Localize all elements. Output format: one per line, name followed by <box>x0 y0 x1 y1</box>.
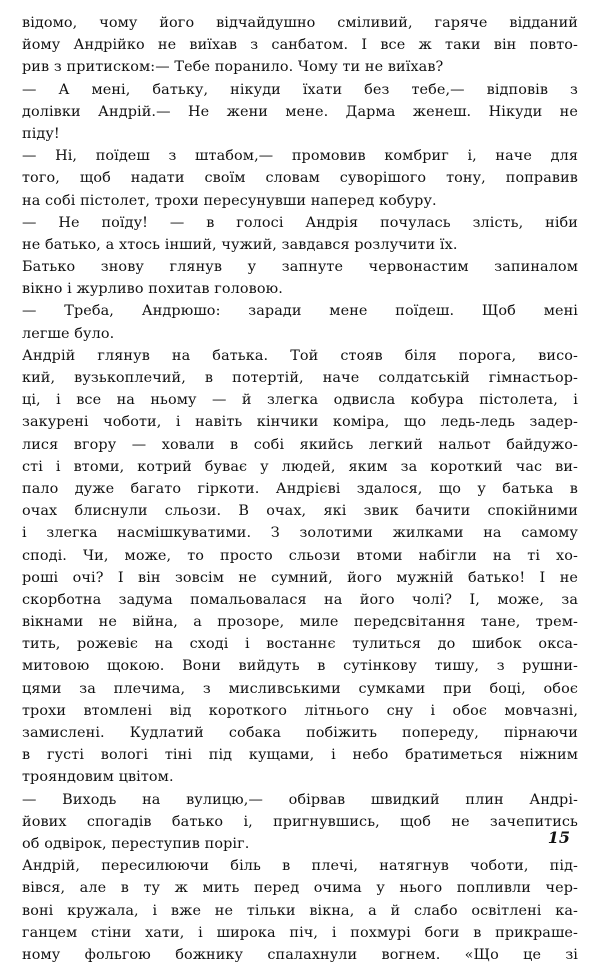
text-line: йових спогадів батько і, пригнувшись, щоб не зачепитись <box>22 813 578 830</box>
text-line: трояндовим цвітом. <box>22 769 174 786</box>
text-line: кий, вузькоплечий, в потертій, наче солдатській гімнастьор- <box>22 370 578 386</box>
text-line: вівся, але в ту ж мить перед очима у нього попливли чер- <box>22 880 578 897</box>
text-line: — Не поїду! — в голосі Андрія почулась злість, ніби <box>22 214 578 231</box>
text-line: того, щоб надати своїм словам суворішого тону, поправив <box>22 170 578 187</box>
text-line: — Треба, Андрюшо: заради мене поїдеш. Щоб мені <box>22 303 578 320</box>
text-line: закурені чоботи, і навіть кінчики коміра, що ледь-ледь задер- <box>22 414 578 431</box>
text-line: очах блиснули сльози. В очах, які звик бачити спокійними <box>22 503 578 520</box>
text-line: на собі пістолет, трохи пересунувши наперед кобуру. <box>22 192 437 209</box>
text-line: — Виходь на вулицю,— обірвав швидкий плин Андрі- <box>22 791 578 808</box>
text-line: об одвірок, переступив поріг. <box>22 835 250 852</box>
text-line: споді. Чи, може, то просто сльози втоми набігли на ті хо- <box>22 547 578 564</box>
text-line: і злегка насмішкуватими. З золотими жилками на самому <box>22 525 578 542</box>
text-line: долівки Андрій.— Не жени мене. Дарма женеш. Нікуди не <box>22 103 578 120</box>
text-line: ці, і все на ньому — й злегка одвисла кобура пістолета, і <box>22 392 578 409</box>
text-line: роші очі? І він зовсім не сумний, його мужній батько! І не <box>22 569 578 586</box>
text-line: — А мені, батьку, нікуди їхати без тебе,— відповів з <box>22 81 578 98</box>
text-line: сті і втоми, котрий буває у людей, яким за короткий час ви- <box>22 458 578 475</box>
text-line: лися вгору — ховали в собі якийсь легкий нальот байдужо- <box>22 436 578 453</box>
text-line: не батько, а хтось інший, чужий, завдався розлучити їх. <box>22 236 458 253</box>
text-line: легше було. <box>22 325 115 342</box>
text-line: відомо, чому його відчайдушно сміливий, гаряче відданий <box>22 15 578 31</box>
text-line: митовою щокою. Вони вийдуть в сутінкову тишу, з рушни- <box>22 658 578 675</box>
text-line: Андрій, пересилюючи біль в плечі, натягнув чоботи, під- <box>22 858 578 875</box>
text-line: вікнами не війна, а прозоре, миле передсвітання тане, трем- <box>22 614 578 631</box>
text-line: Батько знову глянув у запнуте червонастим запиналом <box>22 259 578 276</box>
body-text <box>22 12 578 966</box>
text-line: вікно і журливо похитав головою. <box>22 281 283 298</box>
text-line: пало дуже багато гіркоти. Андрієві здалося, що у батька в <box>22 480 578 497</box>
text-line: ному фольгою божнику спалахнули вогнем. «Що це зі <box>22 946 578 963</box>
text-line: трохи втомлені від короткого літнього сну і обоє мовчазні, <box>22 702 578 719</box>
text-line: тить, рожевіє на сході і востаннє тулиться до шибок окса- <box>22 636 578 653</box>
text-line: замислені. Кудлатий собака побіжить попереду, пірнаючи <box>22 725 578 741</box>
text-line: в густі вологі тіні під кущами, і небо братиметься ніжним <box>22 747 578 764</box>
text-line: йому Андрійко не виїхав з санбатом. І все ж таки він повто- <box>22 37 578 54</box>
text-line: цями за плечима, з мисливськими сумками при боці, обоє <box>22 680 578 697</box>
text-line: — Ні, поїдеш з штабом,— промовив комбриг і, наче для <box>22 148 578 165</box>
text-line: піду! <box>22 125 60 142</box>
text-line: Андрій глянув на батька. Той стояв біля порога, висо- <box>22 347 578 364</box>
text-line: воні кружала, і вже не тільки вікна, а й слабо освітлені ка- <box>22 902 578 919</box>
text-line: ганцем стіни хати, і широка піч, і похмурі боги в прикраше- <box>22 924 578 941</box>
page-number: 15 <box>547 828 570 847</box>
text-line: рив з притиском:— Тебе поранило. Чому ти не виїхав? <box>22 59 444 76</box>
text-line: скорботна задума помальовалася на його чолі? І, може, за <box>22 591 578 608</box>
